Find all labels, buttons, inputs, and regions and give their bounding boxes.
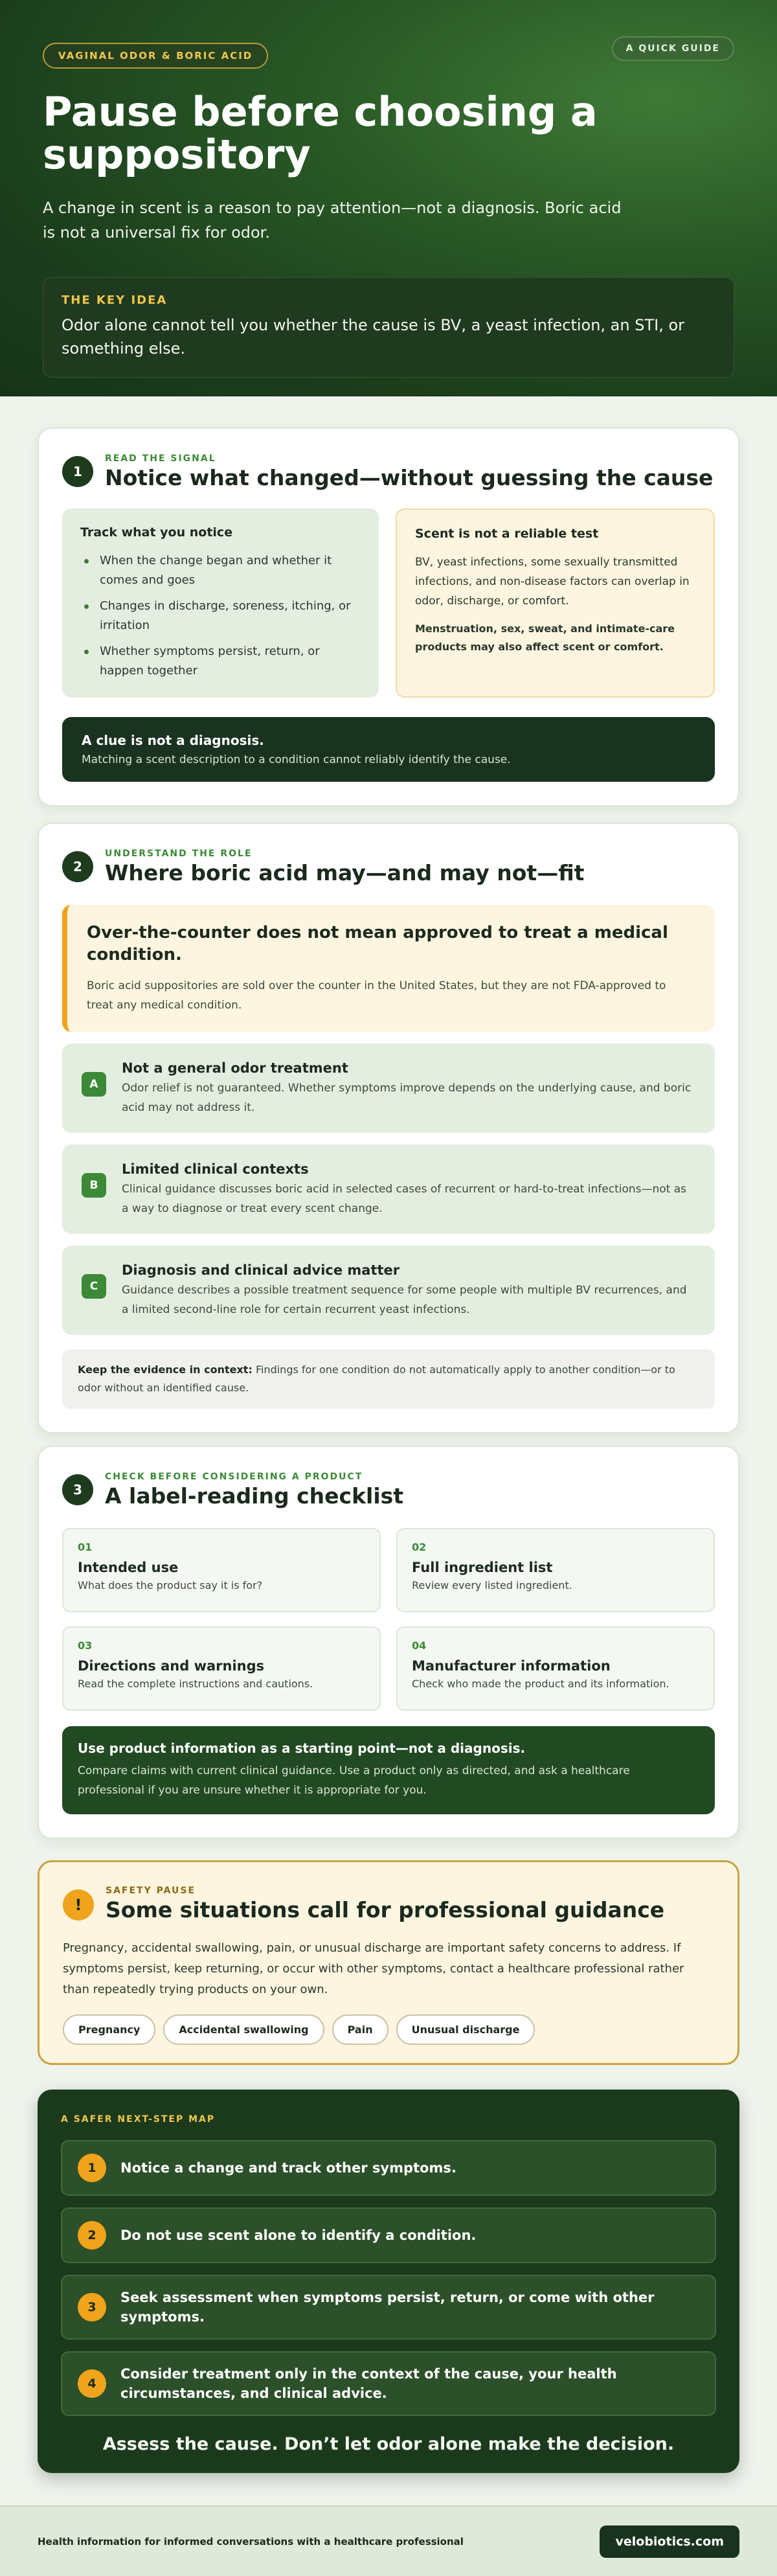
checklist-text: What does the product say it is for?	[78, 1579, 263, 1591]
clue-title: A clue is not a diagnosis.	[82, 733, 264, 748]
section-number: 1	[62, 456, 93, 487]
topic-tag: VAGINAL ODOR & BORIC ACID	[43, 43, 268, 69]
checklist-title: Full ingredient list	[412, 1560, 553, 1575]
otc-text: Boric acid suppositories are sold over the counter in the United States, but they are not FDA-approved to treat any medical condition.	[87, 979, 666, 1012]
clue-text: Matching a scent description to a condition cannot reliably identify the cause.	[82, 753, 511, 766]
section-eyebrow: CHECK BEFORE CONSIDERING A PRODUCT	[105, 1472, 363, 1482]
checklist-item	[62, 1528, 381, 1612]
checklist-title: Manufacturer information	[412, 1658, 611, 1674]
section-number: 2	[62, 851, 93, 882]
warning-icon: !	[63, 1889, 94, 1921]
checklist-title: Intended use	[78, 1560, 179, 1575]
track-symptoms-box	[62, 508, 379, 698]
step-text: Notice a change and track other symptoms.	[120, 2160, 456, 2176]
section-title: Where boric acid may—and may not—fit	[105, 860, 585, 885]
step-text: Do not use scent alone to identify a condition.	[120, 2228, 477, 2243]
role-item-b	[62, 1145, 715, 1234]
key-idea-box	[43, 277, 734, 378]
chip-pregnancy: Pregnancy	[63, 2014, 155, 2045]
checklist-item	[396, 1626, 715, 1711]
safety-pause-section	[38, 1860, 739, 2065]
role-item-c	[62, 1246, 715, 1335]
section-title: Some situations call for professional guidance	[106, 1897, 665, 1922]
role-item-a	[62, 1043, 715, 1133]
checklist-item	[396, 1528, 715, 1612]
section-number: 3	[62, 1474, 93, 1505]
role-title: Diagnosis and clinical advice matter	[122, 1262, 400, 1278]
role-letter-badge: B	[82, 1173, 106, 1198]
checklist-title: Directions and warnings	[78, 1658, 265, 1674]
list-item: When the change began and whether it comes and goes	[80, 551, 361, 590]
checklist-text: Check who made the product and its information.	[412, 1678, 670, 1690]
step-item	[61, 2351, 716, 2416]
quick-guide-badge: A QUICK GUIDE	[612, 36, 734, 61]
starting-title: Use product information as a starting point—not a diagnosis.	[78, 1740, 526, 1756]
checklist-grid	[62, 1528, 715, 1711]
chip-pain: Pain	[332, 2014, 388, 2045]
footer-note: Health information for informed conversations with a healthcare professional	[38, 2535, 464, 2548]
scent-body: BV, yeast infections, some sexually transmitted infections, and non-disease factors can overlap in odor, discharge, or comfort.	[415, 556, 690, 608]
step-number: 2	[78, 2221, 106, 2250]
section-eyebrow: UNDERSTAND THE ROLE	[105, 849, 253, 859]
step-item	[61, 2275, 716, 2340]
checklist-item	[62, 1626, 381, 1711]
evidence-note	[62, 1349, 715, 1409]
hero-banner	[0, 0, 777, 396]
next-step-map	[38, 2090, 739, 2473]
step-item	[61, 2140, 716, 2196]
list-item: Changes in discharge, soreness, itching, or irritation	[80, 597, 361, 635]
map-closing: Assess the cause. Don’t let odor alone make the decision.	[102, 2434, 675, 2454]
page-footer	[0, 2505, 777, 2576]
chip-accidental-swallowing: Accidental swallowing	[163, 2014, 324, 2045]
otc-callout	[62, 905, 715, 1032]
key-idea-text: Odor alone cannot tell you whether the cause is BV, a yeast infection, an STI, or something else.	[62, 316, 685, 358]
section-read-the-signal	[38, 427, 739, 806]
step-text: Consider treatment only in the context of the cause, your health circumstances, and clinical advice.	[120, 2366, 617, 2401]
safety-body: Pregnancy, accidental swallowing, pain, or unusual discharge are important safety concerns to address. If symptoms persist, keep returning, or occur with other symptoms, contact a healthcare professional rather than repeatedly trying products on your own.	[63, 1941, 684, 1996]
checklist-number: 03	[78, 1639, 93, 1652]
hero-lead: A change in scent is a reason to pay attention—not a diagnosis. Boric acid is not a universal fix for odor.	[43, 199, 622, 242]
section-eyebrow: READ THE SIGNAL	[105, 453, 216, 464]
list-item: Whether symptoms persist, return, or happen together	[80, 642, 361, 681]
safety-chips	[63, 2014, 714, 2045]
role-title: Limited clinical contexts	[122, 1161, 309, 1177]
section-checklist	[38, 1446, 739, 1839]
map-eyebrow: A SAFER NEXT-STEP MAP	[61, 2114, 216, 2125]
section-eyebrow: SAFETY PAUSE	[106, 1886, 196, 1896]
evidence-label: Keep the evidence in context:	[78, 1363, 253, 1376]
role-letter-badge: C	[82, 1274, 106, 1299]
step-item	[61, 2207, 716, 2263]
starting-point-callout	[62, 1726, 715, 1814]
section-title: A label-reading checklist	[105, 1483, 404, 1509]
section-understand-the-role	[38, 823, 739, 1433]
scent-note: Menstruation, sex, sweat, and intimate-care products may also affect scent or comfort.	[415, 622, 675, 653]
evidence-text: Findings for one condition do not automatically apply to another condition—or to odor without an identified cause.	[78, 1363, 675, 1394]
step-number: 4	[78, 2369, 106, 2398]
section-title: Notice what changed—without guessing the cause	[105, 465, 714, 490]
checklist-text: Review every listed ingredient.	[412, 1579, 572, 1591]
scent-warning-box	[396, 508, 715, 698]
otc-title: Over-the-counter does not mean approved to treat a medical condition.	[87, 923, 668, 964]
checklist-number: 01	[78, 1541, 93, 1553]
step-number: 1	[78, 2154, 106, 2182]
role-text: Guidance describes a possible treatment sequence for some people with multiple BV recurrences, and a limited second-line role for certain recurrent yeast infections.	[122, 1284, 687, 1316]
starting-text: Compare claims with current clinical guidance. Use a product only as directed, and ask a healthcare professional if you are unsure whether it is appropriate for you.	[78, 1764, 630, 1797]
clue-callout	[62, 717, 715, 782]
scent-title: Scent is not a reliable test	[415, 527, 599, 541]
role-title: Not a general odor treatment	[122, 1060, 348, 1076]
track-list	[80, 551, 361, 681]
step-number: 3	[78, 2293, 106, 2321]
checklist-number: 04	[412, 1639, 427, 1652]
page-title: Pause before choosing a suppository	[43, 88, 598, 178]
track-title: Track what you notice	[80, 525, 233, 540]
checklist-text: Read the complete instructions and cautions.	[78, 1678, 313, 1690]
role-text: Odor relief is not guaranteed. Whether symptoms improve depends on the underlying cause, and boric acid may not address it.	[122, 1082, 692, 1114]
checklist-number: 02	[412, 1541, 427, 1553]
chip-unusual-discharge: Unusual discharge	[396, 2014, 535, 2045]
role-letter-badge: A	[82, 1072, 106, 1097]
key-idea-label: THE KEY IDEA	[62, 293, 168, 307]
step-text: Seek assessment when symptoms persist, return, or come with other symptoms.	[120, 2290, 655, 2325]
role-text: Clinical guidance discusses boric acid in selected cases of recurrent or hard-to-treat infections—not as a way to diagnose or treat every scent change.	[122, 1183, 687, 1215]
brand-link[interactable]: velobiotics.com	[600, 2525, 739, 2558]
